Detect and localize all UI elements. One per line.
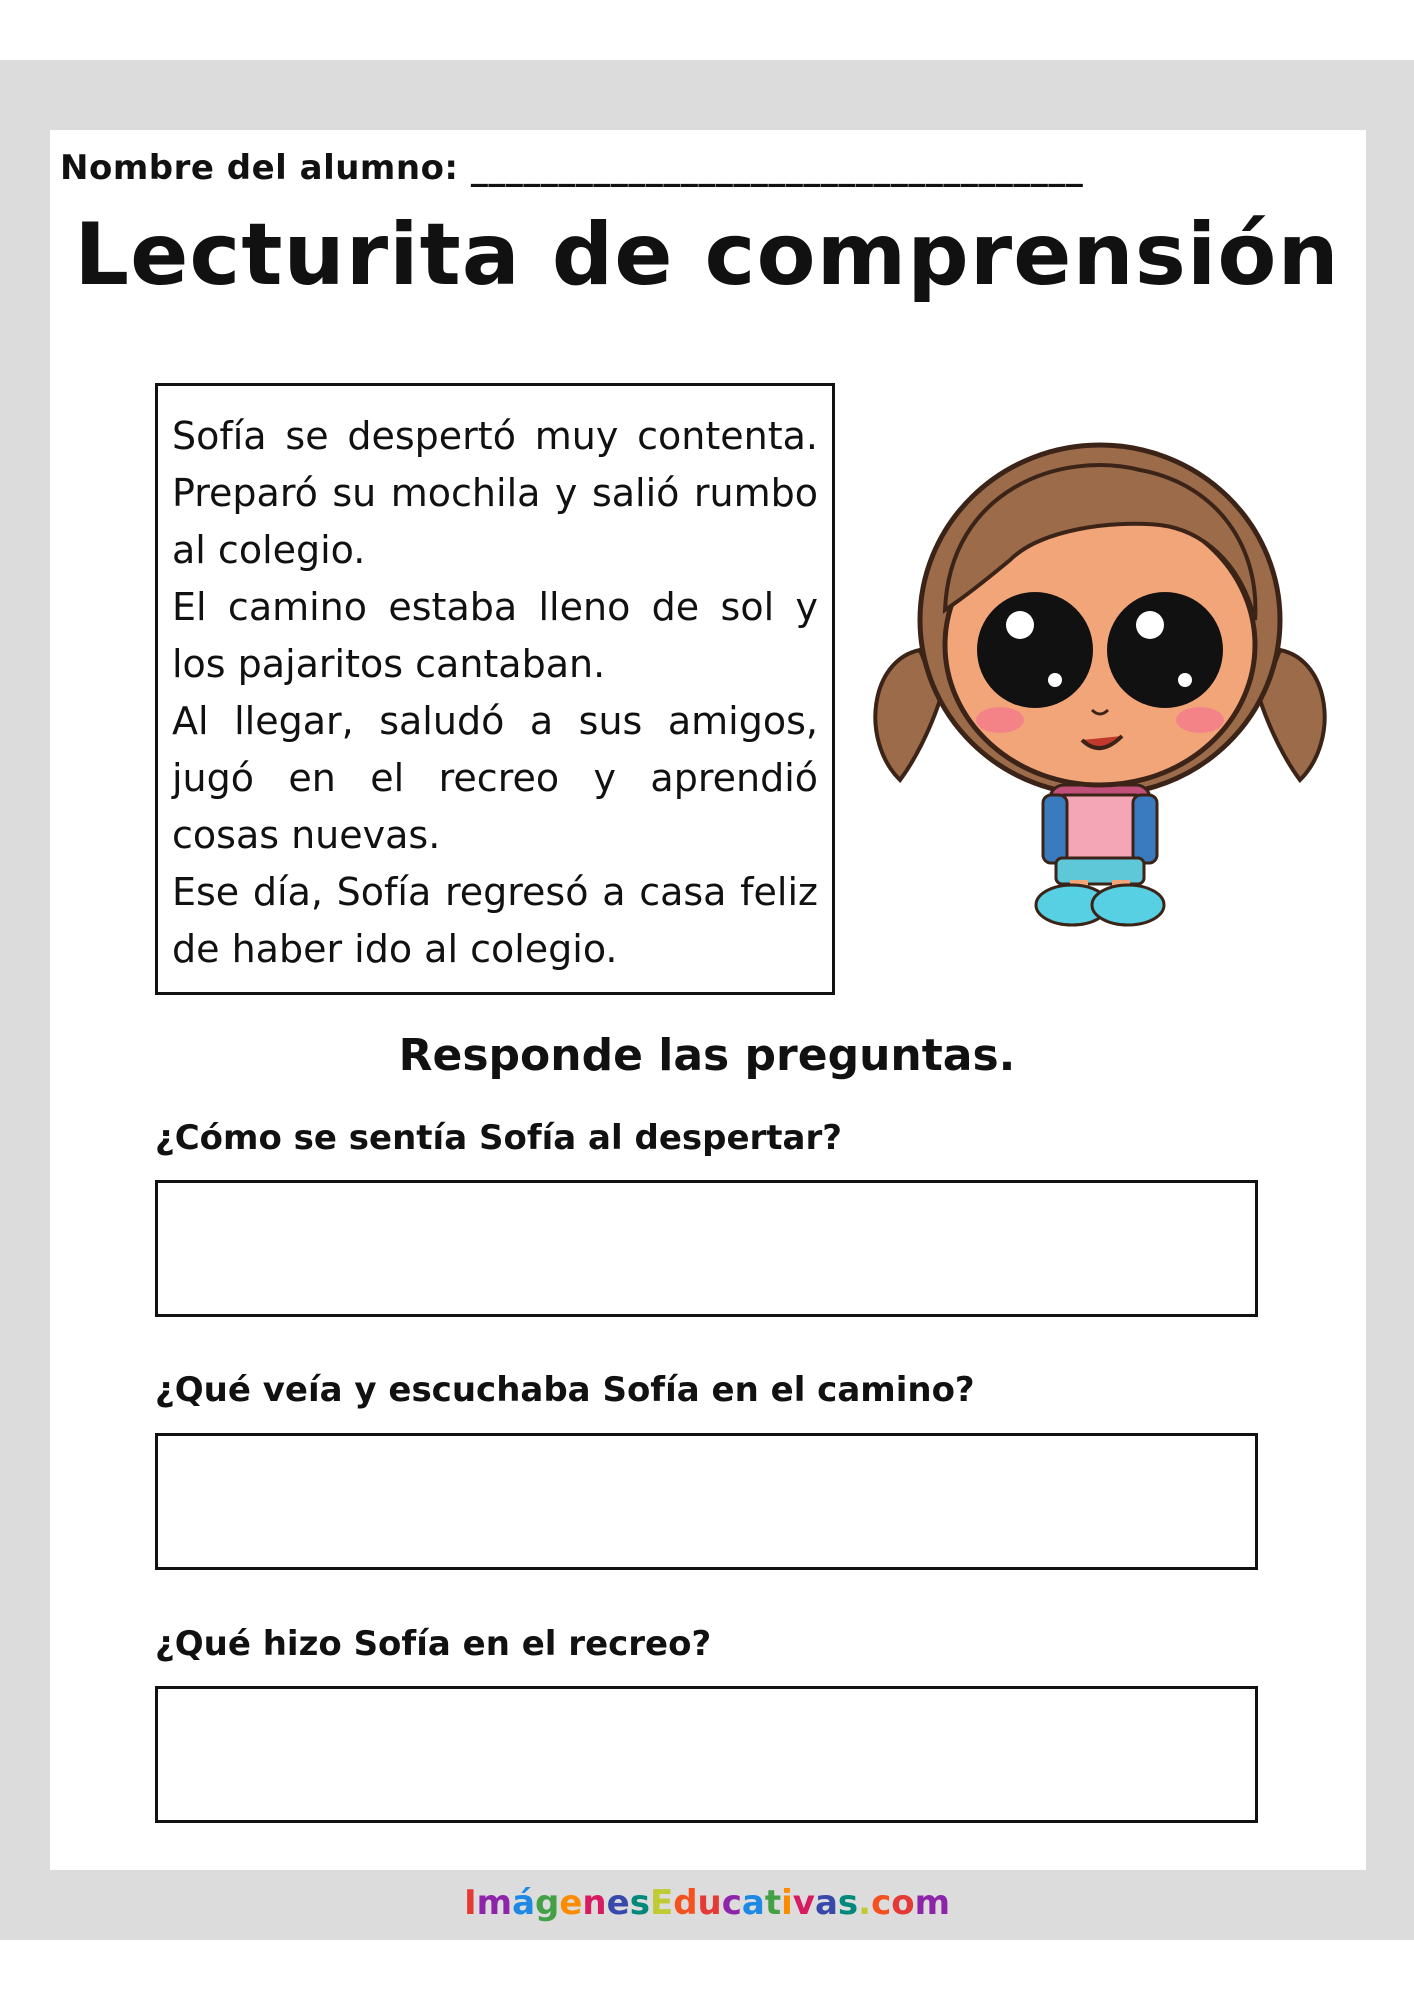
girl-illustration xyxy=(860,410,1340,930)
watermark-letter: a xyxy=(741,1883,765,1923)
worksheet-title: Lecturita de comprensión xyxy=(74,205,1340,305)
watermark-letter: m xyxy=(476,1883,513,1923)
watermark-letter: u xyxy=(697,1883,722,1923)
student-name-field: Nombre del alumno: ___________________________________ xyxy=(60,148,1084,188)
watermark-letter: E xyxy=(649,1883,674,1923)
answer-box-1[interactable] xyxy=(155,1180,1258,1317)
question-2: ¿Qué veía y escuchaba Sofía en el camino? xyxy=(155,1370,975,1410)
question-1: ¿Cómo se sentía Sofía al despertar? xyxy=(155,1118,842,1158)
watermark-letter: m xyxy=(914,1883,951,1923)
story-box xyxy=(155,383,835,995)
question-3: ¿Qué hizo Sofía en el recreo? xyxy=(155,1624,712,1664)
watermark-letter: i xyxy=(781,1883,793,1923)
watermark-letter: d xyxy=(673,1883,698,1923)
answer-box-2[interactable] xyxy=(155,1433,1258,1570)
story-paragraph: Sofía se despertó muy contenta. Preparó su mochila y salió rumbo al colegio. xyxy=(172,414,818,572)
watermark-letter: s xyxy=(629,1883,650,1923)
watermark-letter: c xyxy=(721,1883,742,1923)
watermark-letter: v xyxy=(792,1883,815,1923)
story-paragraph: Ese día, Sofía regresó a casa feliz de haber ido al colegio. xyxy=(172,870,818,971)
answer-box-3[interactable] xyxy=(155,1686,1258,1823)
watermark-letter: s xyxy=(837,1883,859,1923)
watermark-letter: n xyxy=(582,1883,607,1923)
watermark-letter: o xyxy=(891,1883,915,1923)
watermark-letter: e xyxy=(606,1883,630,1923)
watermark-letter: a xyxy=(814,1883,838,1923)
watermark-letter: c xyxy=(871,1883,892,1923)
watermark-letter: t xyxy=(764,1883,782,1923)
story-paragraph: Al llegar, saludó a sus amigos, jugó en el recreo y aprendió cosas nuevas. xyxy=(172,699,818,857)
watermark-letter: e xyxy=(559,1883,583,1923)
watermark-letter: á xyxy=(512,1883,536,1923)
story-paragraph: El camino estaba lleno de sol y los pajaritos cantaban. xyxy=(172,585,818,686)
watermark-letter: I xyxy=(463,1883,477,1923)
watermark-letter: . xyxy=(858,1883,872,1923)
watermark-letter: g xyxy=(535,1883,560,1923)
instructions-heading: Responde las preguntas. xyxy=(398,1030,1016,1081)
site-watermark xyxy=(0,1883,1414,1923)
